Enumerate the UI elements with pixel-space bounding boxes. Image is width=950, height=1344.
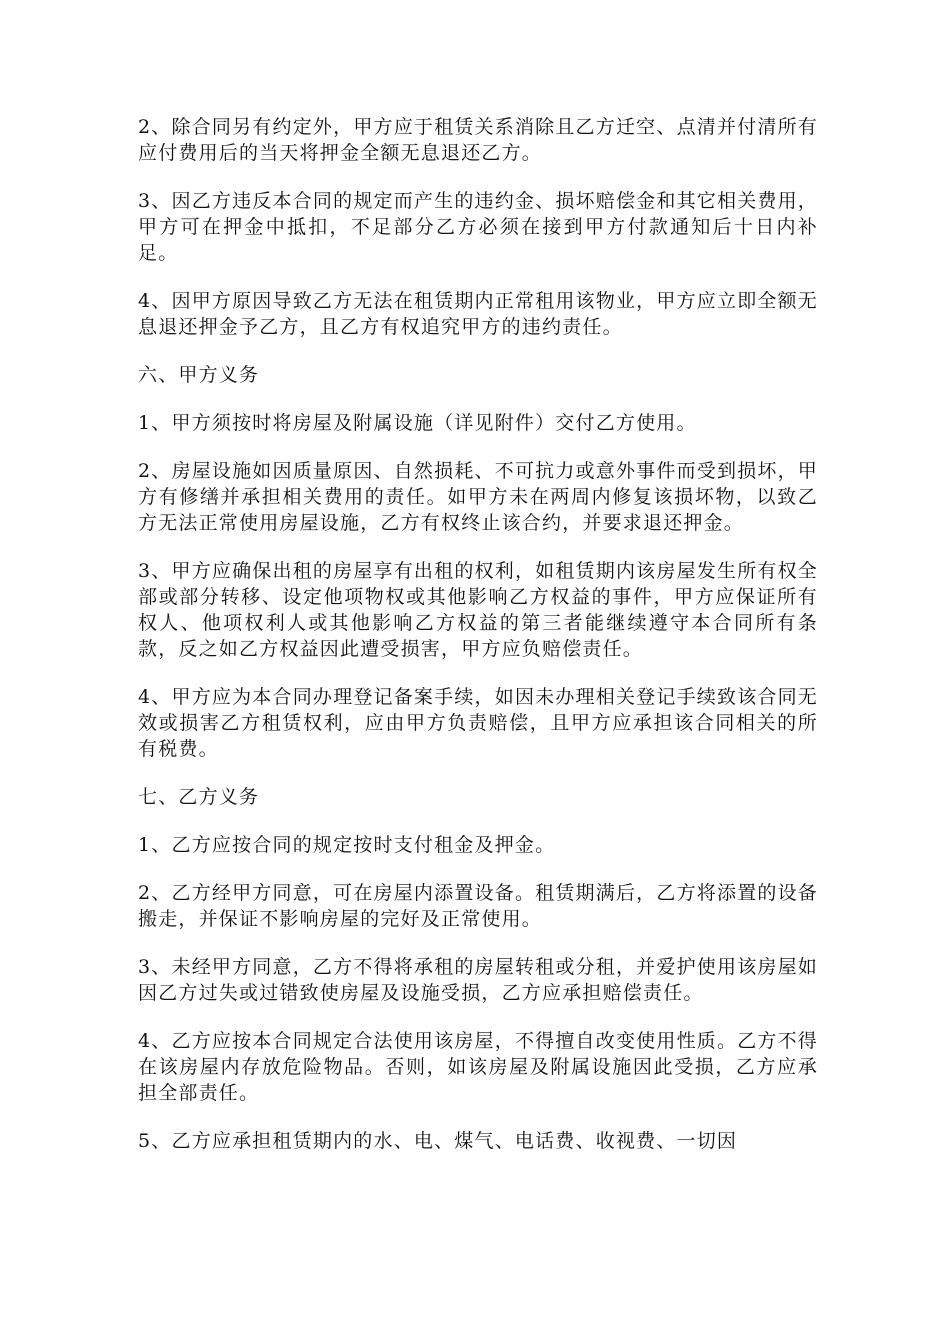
clause-lessee-sublet: 3、未经甲方同意，乙方不得将承租的房屋转租或分租，并爱护使用该房屋如因乙方过失或过错致使房屋及设施受损，乙方应承担赔偿责任。 <box>138 956 818 1004</box>
clause-lessee-payment: 1、乙方应按合同的规定按时支付租金及押金。 <box>138 834 556 856</box>
clause-lessee-utilities: 5、乙方应承担租赁期内的水、电、煤气、电话费、收视费、一切因 <box>138 1130 738 1152</box>
clause-deposit-deduction: 3、因乙方违反本合同的规定而产生的违约金、损坏赔偿金和其它相关费用，甲方可在押金中抵扣，不足部分乙方必须在接到甲方付款通知后十日内补足。 <box>138 190 818 264</box>
document-page <box>138 114 818 1176</box>
clause-deposit-return-lessor-fault: 4、因甲方原因导致乙方无法在租赁期内正常租用该物业，甲方应立即全额无息退还押金予乙方，且乙方有权追究甲方的违约责任。 <box>138 290 818 338</box>
section-heading-lessor-obligations: 六、甲方义务 <box>138 364 260 386</box>
clause-lessor-right-to-lease: 3、甲方应确保出租的房屋享有出租的权利，如租赁期内该房屋发生所有权全部或部分转移、设定他项物权或其他影响乙方权益的事件，甲方应保证所有权人、他项权利人或其他影响乙方权益的第三者能继续遵守本合同所有条款，反之如乙方权益因此遭受损害，甲方应负赔偿责任。 <box>138 560 818 660</box>
clause-lessee-equipment: 2、乙方经甲方同意，可在房屋内添置设备。租赁期满后，乙方将添置的设备搬走，并保证不影响房屋的完好及正常使用。 <box>138 882 818 930</box>
section-heading-lessee-obligations: 七、乙方义务 <box>138 786 260 808</box>
clause-lessee-lawful-use: 4、乙方应按本合同规定合法使用该房屋，不得擅自改变使用性质。乙方不得在该房屋内存放危险物品。否则，如该房屋及附属设施因此受损，乙方应承担全部责任。 <box>138 1030 818 1104</box>
clause-lessor-delivery: 1、甲方须按时将房屋及附属设施（详见附件）交付乙方使用。 <box>138 412 697 434</box>
clause-deposit-refund: 2、除合同另有约定外，甲方应于租赁关系消除且乙方迁空、点清并付清所有应付费用后的当天将押金全额无息退还乙方。 <box>138 116 818 164</box>
clause-lessor-repair: 2、房屋设施如因质量原因、自然损耗、不可抗力或意外事件而受到损坏，甲方有修缮并承担相关费用的责任。如甲方未在两周内修复该损坏物，以致乙方无法正常使用房屋设施，乙方有权终止该合约，并要求退还押金。 <box>138 460 818 534</box>
clause-lessor-registration: 4、甲方应为本合同办理登记备案手续，如因未办理相关登记手续致该合同无效或损害乙方租赁权利，应由甲方负责赔偿，且甲方应承担该合同相关的所有税费。 <box>138 686 818 760</box>
